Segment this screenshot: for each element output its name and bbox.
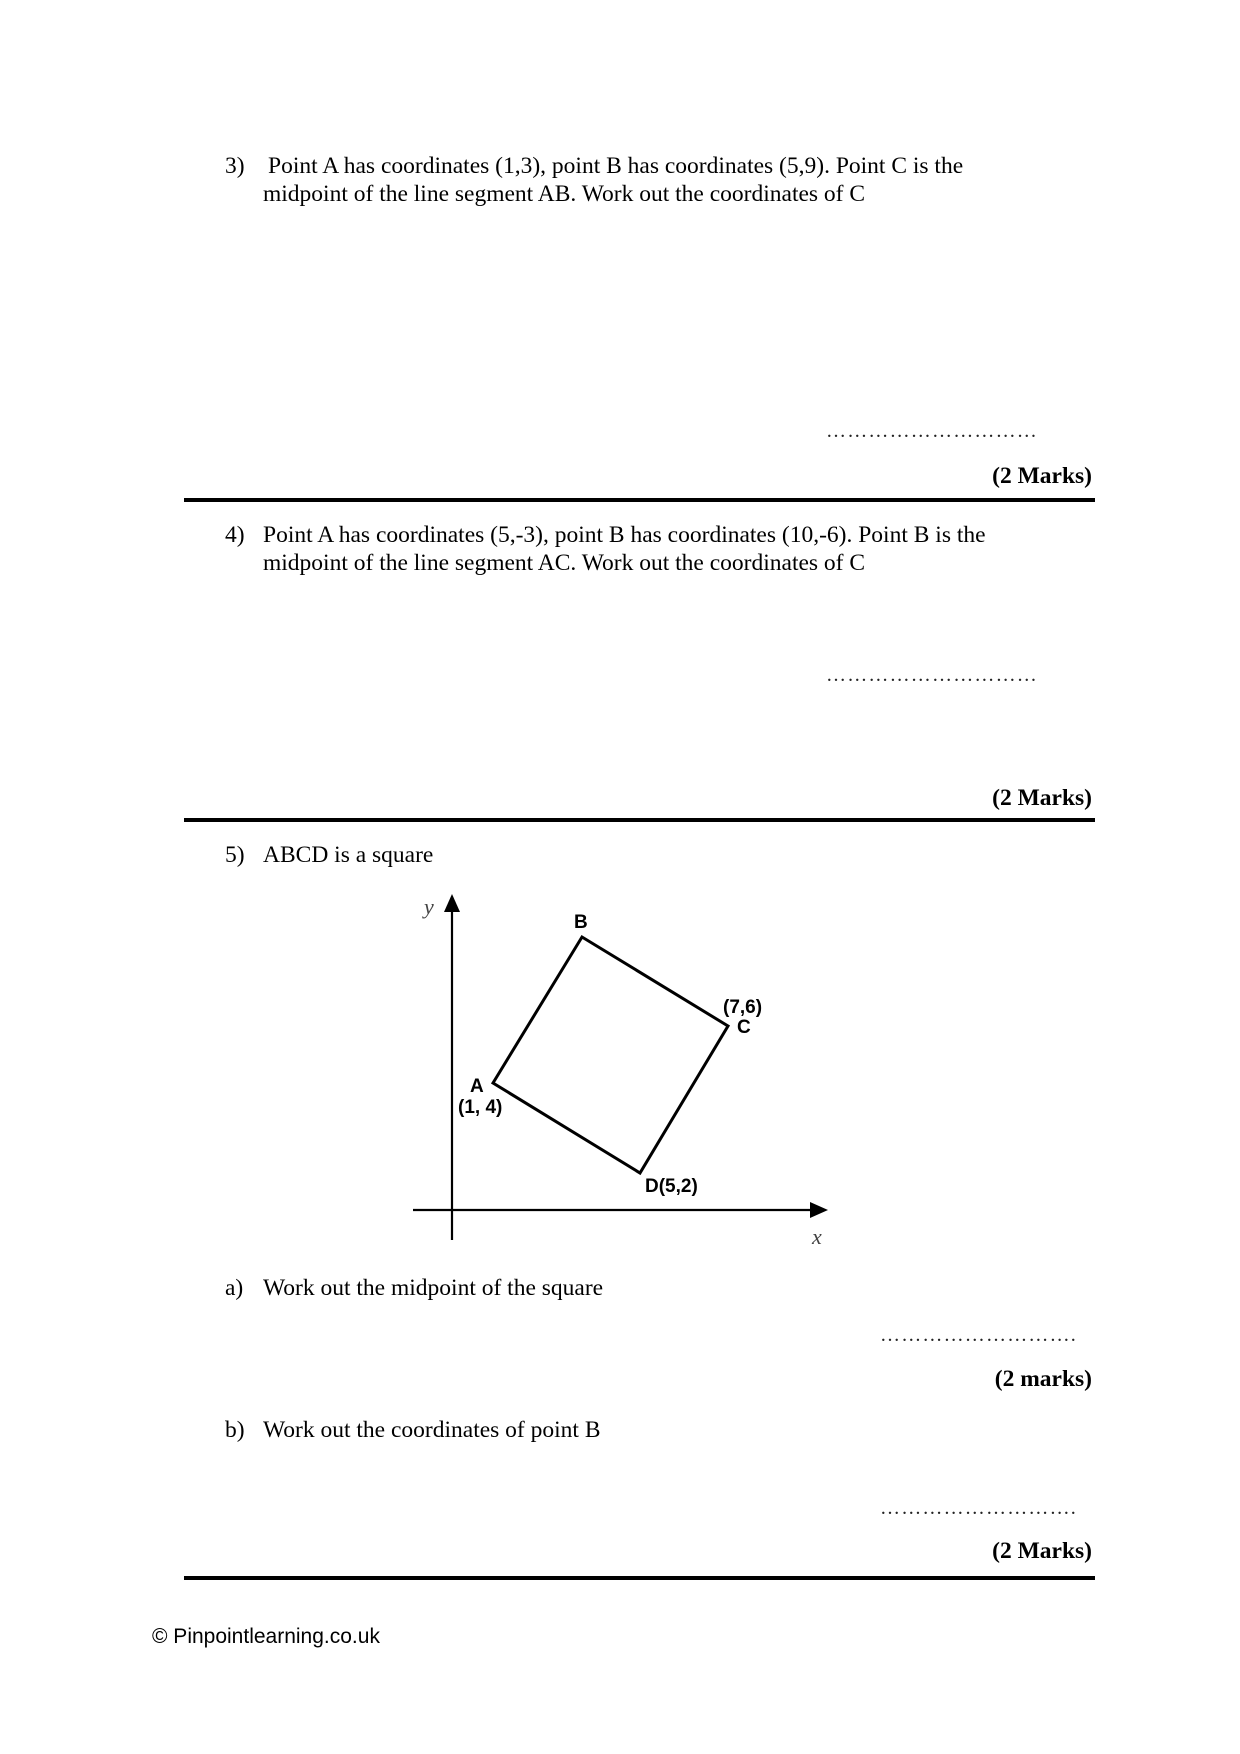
question-text-line: Point A has coordinates (5,-3), point B has coordinates (10,-6). Point B is the xyxy=(263,522,986,548)
square-abcd xyxy=(493,937,728,1173)
marks-label: (2 Marks) xyxy=(992,785,1092,811)
marks-label: (2 Marks) xyxy=(992,463,1092,489)
x-axis-arrow-icon xyxy=(810,1202,828,1218)
y-axis-arrow-icon xyxy=(444,894,460,912)
x-axis-label: x xyxy=(812,1224,822,1249)
question-text-line: midpoint of the line segment AB. Work out the coordinates of C xyxy=(263,181,866,207)
y-axis-label: y xyxy=(424,894,434,919)
question-number: 4) xyxy=(225,522,245,548)
copyright-footer: © Pinpointlearning.co.uk xyxy=(152,1625,380,1648)
vertex-coord-c: (7,6) xyxy=(723,997,763,1018)
marks-label: (2 Marks) xyxy=(992,1538,1092,1564)
vertex-label-d: D(5,2) xyxy=(645,1176,698,1197)
part-letter: b) xyxy=(225,1417,245,1443)
part-text: Work out the coordinates of point B xyxy=(263,1417,601,1443)
answer-line[interactable]: ………………………… xyxy=(826,664,1038,686)
answer-line[interactable]: ………………………. xyxy=(880,1324,1077,1346)
question-text-line: midpoint of the line segment AC. Work out the coordinates of C xyxy=(263,550,866,576)
question-number: 3) xyxy=(225,153,245,179)
part-text: Work out the midpoint of the square xyxy=(263,1275,604,1301)
vertex-label-c: C xyxy=(737,1017,751,1038)
vertex-label-a: A xyxy=(470,1076,484,1097)
answer-line[interactable]: ………………………… xyxy=(826,420,1038,442)
question-text-line: ABCD is a square xyxy=(263,842,434,868)
question-text-line: Point A has coordinates (1,3), point B has coordinates (5,9). Point C is the xyxy=(268,153,964,179)
section-divider xyxy=(184,1576,1095,1580)
part-letter: a) xyxy=(225,1275,244,1301)
answer-line[interactable]: ………………………. xyxy=(880,1497,1077,1519)
marks-label: (2 marks) xyxy=(994,1366,1092,1392)
vertex-label-b: B xyxy=(574,912,588,933)
question-number: 5) xyxy=(225,842,245,868)
vertex-coord-a: (1, 4) xyxy=(458,1097,503,1118)
